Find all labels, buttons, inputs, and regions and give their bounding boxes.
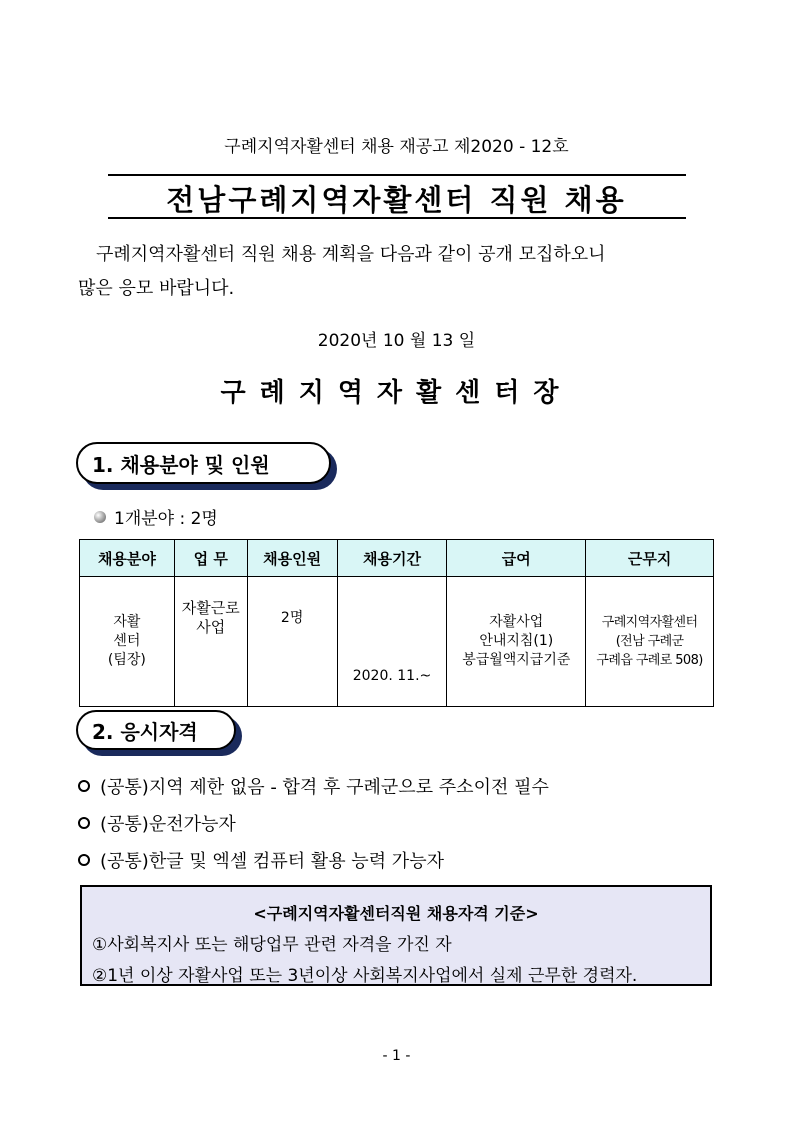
intro-paragraph	[78, 238, 718, 306]
title-rule-bottom	[108, 217, 686, 219]
criteria-line: ①사회복지사 또는 해당업무 관련 자격을 가진 자	[92, 935, 452, 955]
qualification-item	[78, 847, 444, 873]
intro-line-2: 많은 응모 바랍니다.	[78, 278, 235, 299]
qualification-text: (공통)한글 및 엑셀 컴퓨터 활용 능력 가능자	[100, 851, 444, 872]
cell-line: 봉급월액지급기준	[462, 652, 571, 668]
cell-line: 구례지역자활센터	[601, 615, 698, 630]
table-header: 채용인원	[247, 540, 337, 577]
criteria-title: <구례지역자활센터직원 채용자격 기준>	[253, 904, 539, 923]
recruitment-table	[79, 539, 714, 707]
cell-line: 사업	[196, 618, 226, 636]
section2-heading: 2. 응시자격	[76, 710, 236, 750]
table-header: 근무지	[586, 540, 714, 577]
cell-count: 2명	[247, 577, 337, 707]
criteria-line: ②1년 이상 자활사업 또는 3년이상 사회복지사업에서 실제 근무한 경력자.	[92, 966, 638, 986]
cell-line: (전남 구례군	[615, 634, 684, 649]
cell-line: 자활근로	[181, 599, 240, 617]
cell-line: 센터	[113, 633, 141, 649]
circle-bullet-icon	[78, 854, 90, 866]
cell-salary	[447, 577, 586, 707]
document-title: 전남구례지역자활센터 직원 채용	[166, 183, 627, 217]
qualification-text: (공통)지역 제한 없음 - 합격 후 구례군으로 주소이전 필수	[100, 777, 549, 798]
cell-line: 안내지침(1)	[479, 633, 554, 649]
cell-line: 구례읍 구례로 508)	[596, 653, 703, 668]
table-header: 업 무	[174, 540, 247, 577]
page-number: - 1 -	[382, 1048, 411, 1064]
cell-line: (팀장)	[107, 652, 146, 668]
cell-field	[80, 577, 175, 707]
table-header: 채용분야	[80, 540, 175, 577]
sphere-bullet-icon	[94, 511, 106, 523]
table-header: 급여	[447, 540, 586, 577]
section1-summary	[94, 504, 218, 529]
criteria-box	[80, 885, 712, 986]
signer: 구례지역자활센터장	[220, 378, 573, 408]
qualification-text: (공통)운전가능자	[100, 814, 236, 835]
notice-number: 구례지역자활센터 채용 재공고 제2020 - 12호	[224, 137, 569, 157]
circle-bullet-icon	[78, 780, 90, 792]
table-header: 채용기간	[337, 540, 447, 577]
summary-text: 1개분야 : 2명	[114, 509, 218, 529]
intro-line-1: 구례지역자활센터 직원 채용 계획을 다음과 같이 공개 모집하오니	[96, 244, 606, 265]
announcement-date: 2020년 10 월 13 일	[317, 331, 476, 351]
qualification-item	[78, 773, 549, 799]
qualification-item	[78, 810, 236, 836]
table-row	[80, 577, 714, 707]
cell-period: 2020. 11.~	[337, 577, 447, 707]
circle-bullet-icon	[78, 817, 90, 829]
table-header-row	[80, 540, 714, 577]
title-rule-top	[108, 174, 686, 176]
section1-heading: 1. 채용분야 및 인원	[76, 442, 331, 484]
cell-location	[586, 577, 714, 707]
cell-line: 자활	[113, 614, 141, 630]
cell-line: 자활사업	[489, 614, 544, 630]
cell-duty	[174, 577, 247, 707]
